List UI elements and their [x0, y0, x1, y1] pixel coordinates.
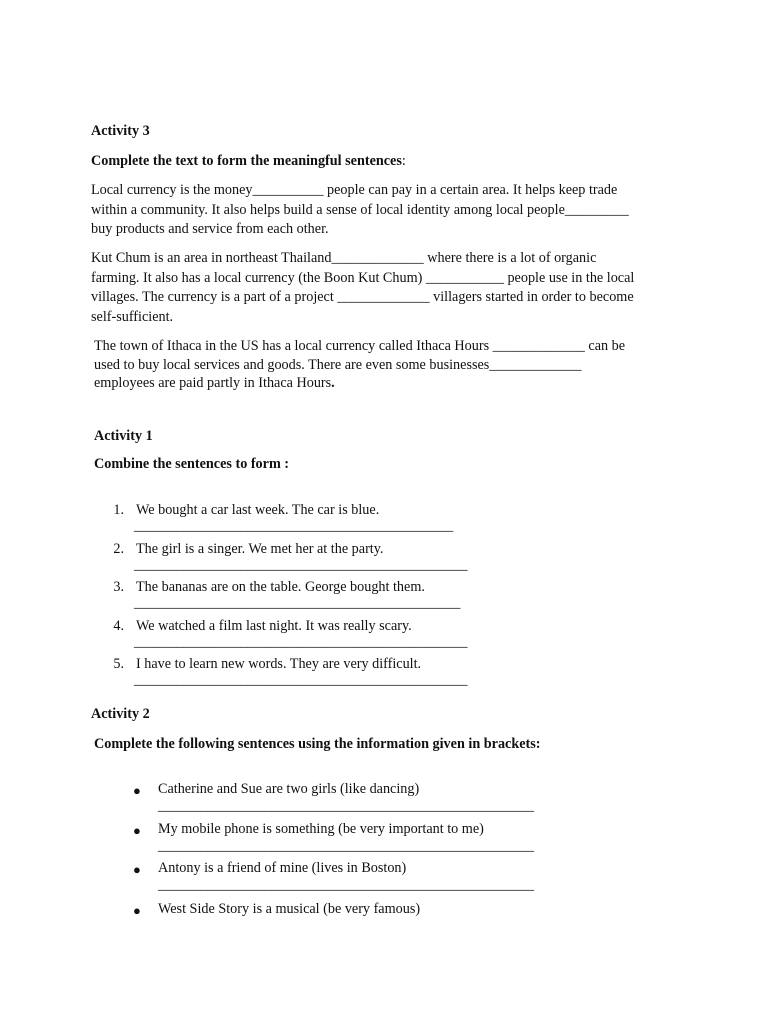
- paragraph-line: buy products and service from each other.: [91, 221, 329, 237]
- item-text: The girl is a singer. We met her at the party.: [136, 541, 384, 557]
- answer-blank[interactable]: _____________________________________________________: [158, 838, 534, 854]
- answer-blank[interactable]: _______________________________________________: [134, 634, 468, 650]
- item-text: We watched a film last night. It was really scary.: [136, 618, 412, 634]
- item-number: 3.: [113, 579, 124, 595]
- activity2-heading: Activity 2: [91, 706, 150, 722]
- paragraph-line: farming. It also has a local currency (the Boon Kut Chum) ___________ people use in the local: [91, 269, 635, 286]
- item-text: My mobile phone is something (be very important to me): [158, 821, 484, 837]
- activity3-paragraph-3: [94, 337, 625, 393]
- activity3-instruction-text: Complete the text to form the meaningful sentences: [91, 153, 402, 169]
- item-text: Antony is a friend of mine (lives in Boston): [158, 860, 407, 876]
- bullet-icon: ●: [133, 862, 141, 877]
- paragraph-line-text: employees are paid partly in Ithaca Hours: [94, 375, 332, 391]
- answer-blank[interactable]: ______________________________________________: [134, 595, 461, 611]
- activity3-instruction-colon: :: [401, 153, 406, 169]
- item-text: Catherine and Sue are two girls (like dancing): [158, 781, 420, 797]
- item-text: The bananas are on the table. George bought them.: [136, 579, 425, 595]
- item-number: 1.: [113, 502, 124, 518]
- item-number: 2.: [113, 541, 124, 557]
- activity3-heading: Activity 3: [91, 123, 150, 139]
- item-number: 4.: [113, 618, 124, 634]
- item-text: West Side Story is a musical (be very famous): [158, 901, 421, 917]
- paragraph-period: .: [331, 375, 335, 391]
- paragraph-line: used to buy local services and goods. There are even some businesses_____________: [94, 356, 582, 373]
- answer-blank[interactable]: _____________________________________________________: [158, 877, 534, 893]
- bullet-icon: ●: [133, 823, 141, 838]
- item-number: 5.: [113, 656, 124, 672]
- item-text: I have to learn new words. They are very difficult.: [136, 656, 422, 672]
- paragraph-line: Kut Chum is an area in northeast Thailand_____________ where there is a lot of organic: [91, 250, 597, 266]
- paragraph-line: self-sufficient.: [91, 308, 174, 325]
- activity3-paragraph-1: [91, 181, 629, 240]
- item-text: We bought a car last week. The car is blue.: [136, 502, 380, 518]
- paragraph-line: The town of Ithaca in the US has a local currency called Ithaca Hours _____________ can be: [94, 338, 626, 354]
- activity2-instruction: Complete the following sentences using the information given in brackets:: [94, 736, 541, 752]
- paragraph-line: villages. The currency is a part of a project _____________ villagers started in order to become: [91, 289, 634, 305]
- paragraph-line: [94, 374, 625, 393]
- paragraph-line: Local currency is the money__________ people can pay in a certain area. It helps keep trade: [91, 182, 618, 198]
- bullet-icon: ●: [133, 783, 141, 798]
- paragraph-line: within a community. It also helps build a sense of local identity among local people_________: [91, 201, 629, 218]
- activity1-heading: Activity 1: [94, 428, 153, 444]
- answer-blank[interactable]: _____________________________________________________: [158, 798, 534, 814]
- answer-blank[interactable]: _______________________________________________: [134, 557, 468, 573]
- activity3-instruction: [91, 152, 406, 172]
- bullet-icon: ●: [133, 903, 141, 918]
- answer-blank[interactable]: _______________________________________________: [134, 672, 468, 688]
- activity1-instruction: Combine the sentences to form :: [94, 456, 290, 472]
- answer-blank[interactable]: _____________________________________________: [134, 518, 454, 534]
- activity3-paragraph-2: [91, 249, 634, 327]
